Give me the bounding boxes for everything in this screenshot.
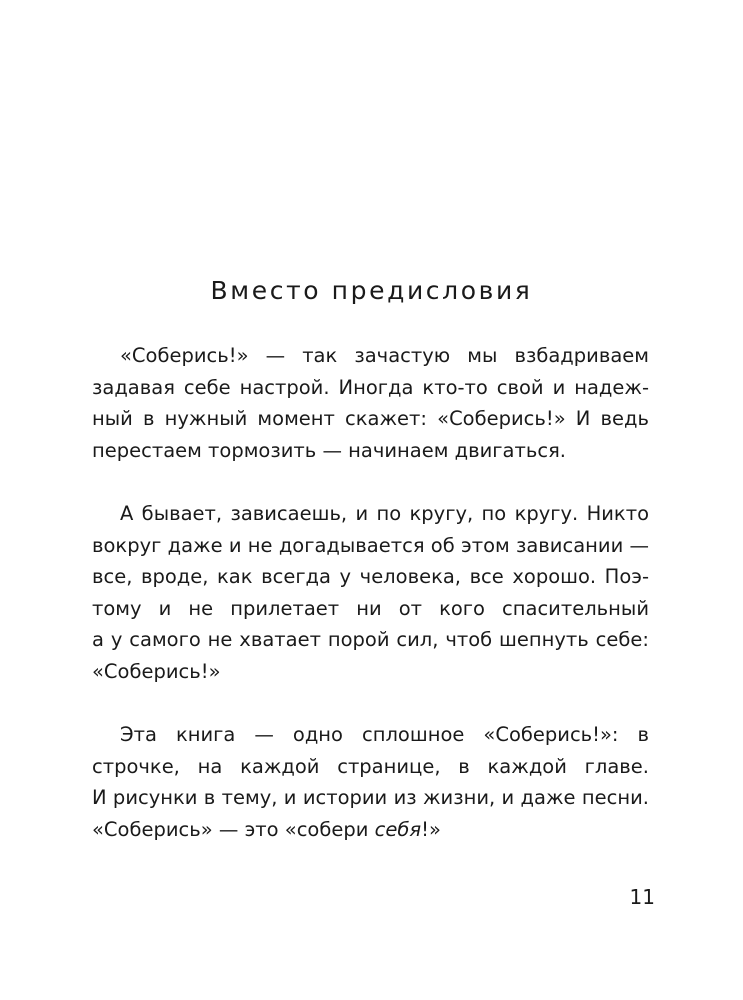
text-line: И рисунки в тему, и истории из жизни, и даже песни. xyxy=(92,786,649,810)
body-text xyxy=(92,340,649,846)
paragraph-2 xyxy=(92,498,649,688)
paragraph-gap xyxy=(92,688,649,720)
text-line: перестаем тормозить — начинаем двигаться. xyxy=(92,438,566,462)
text-line: вокруг даже и не догадывается об этом зависании — xyxy=(92,533,649,557)
text-segment: «Соберись» — это «собери xyxy=(92,817,375,841)
text-line: тому и не прилетает ни от кого спасительный xyxy=(92,596,649,620)
text-line-last xyxy=(92,814,649,846)
paragraph-gap xyxy=(92,466,649,498)
text-line: Эта книга — одно сплошное «Соберись!»: в xyxy=(120,723,649,747)
text-line: задавая себе настрой. Иногда кто-то свой и надеж- xyxy=(92,375,649,399)
text-line: а у самого не хватает порой сил, чтоб шепнуть себе: xyxy=(92,628,649,652)
text-line: строчке, на каждой странице, в каждой главе. xyxy=(92,754,649,778)
text-segment: !» xyxy=(421,817,441,841)
paragraph-3 xyxy=(92,719,649,845)
page-title: Вместо предисловия xyxy=(210,276,533,305)
paragraph-1 xyxy=(92,340,649,466)
text-line: «Соберись!» — так зачастую мы взбадриваем xyxy=(120,344,649,367)
text-line: «Соберись!» xyxy=(92,659,221,683)
text-line: все, вроде, как всегда у человека, все хорошо. Поэ- xyxy=(92,565,649,589)
text-line: ный в нужный момент скажет: «Соберись!» И ведь xyxy=(92,407,649,431)
italic-word: себя xyxy=(374,817,422,841)
text-line: А бывает, зависаешь, и по кругу, по кругу. Никто xyxy=(120,501,649,525)
page-number: 11 xyxy=(629,885,655,909)
